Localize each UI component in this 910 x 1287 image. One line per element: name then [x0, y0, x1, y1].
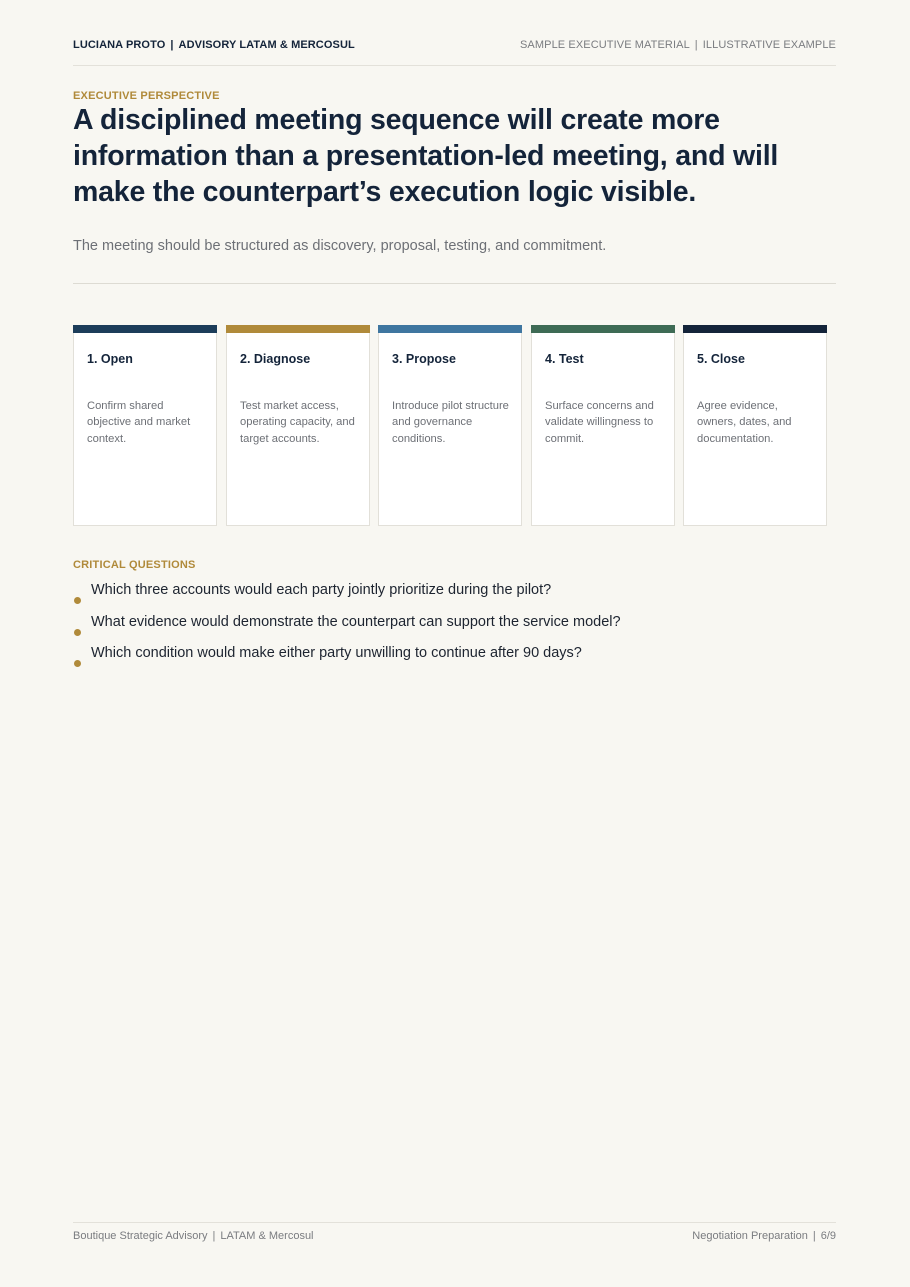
header-author: LUCIANA PROTO: [73, 39, 166, 51]
step-card-test: [531, 325, 675, 526]
footer-left: [73, 1230, 314, 1242]
bullet-dot-icon: [74, 660, 81, 667]
section-divider: [73, 283, 836, 284]
step-description: Test market access, operating capacity, and target accounts.: [240, 400, 355, 445]
header-material: SAMPLE EXECUTIVE MATERIAL: [520, 39, 690, 51]
step-color-bar: [73, 325, 217, 333]
footer-document: Negotiation Preparation: [692, 1230, 808, 1242]
bullet-dot-icon: [74, 597, 81, 604]
meeting-sequence: [73, 325, 836, 526]
list-item: [73, 582, 836, 614]
step-title: 3. Propose: [392, 352, 456, 366]
footer-separator: |: [212, 1230, 216, 1242]
header-practice: ADVISORY LATAM & MERCOSUL: [178, 39, 355, 51]
header-separator: |: [170, 39, 174, 51]
step-description: Surface concerns and validate willingness to commit.: [545, 400, 654, 445]
list-item: [73, 614, 836, 646]
page-number: 6/9: [820, 1230, 836, 1242]
section-eyebrow: EXECUTIVE PERSPECTIVE: [73, 90, 220, 102]
footer-separator: |: [812, 1230, 816, 1242]
footer-right: [692, 1230, 836, 1242]
step-color-bar: [378, 325, 522, 333]
step-title: 2. Diagnose: [240, 352, 311, 366]
step-title: 5. Close: [697, 352, 745, 366]
questions-heading: CRITICAL QUESTIONS: [73, 559, 196, 571]
question-text: Which condition would make either party unwilling to continue after 90 days?: [91, 645, 582, 661]
header-right: [520, 39, 836, 51]
header-separator: |: [694, 39, 698, 51]
page-header: [73, 39, 836, 66]
step-card-open: [73, 325, 217, 526]
step-title: 1. Open: [87, 352, 133, 366]
step-card-diagnose: [226, 325, 370, 526]
header-note: ILLUSTRATIVE EXAMPLE: [702, 39, 836, 51]
page: [73, 0, 836, 1287]
footer-region: LATAM & Mercosul: [220, 1230, 314, 1242]
step-color-bar: [683, 325, 827, 333]
step-description: Confirm shared objective and market context.: [87, 400, 191, 445]
step-card-close: [683, 325, 827, 526]
list-item: [73, 645, 836, 677]
page-footer: [73, 1222, 836, 1242]
bullet-dot-icon: [74, 629, 81, 636]
questions-list: [73, 582, 836, 677]
step-description: Agree evidence, owners, dates, and documentation.: [697, 400, 792, 445]
footer-firm: Boutique Strategic Advisory: [73, 1230, 208, 1242]
step-description: Introduce pilot structure and governance conditions.: [392, 400, 509, 445]
page-subtitle: The meeting should be structured as discovery, proposal, testing, and commitment.: [73, 238, 607, 254]
step-card-propose: [378, 325, 522, 526]
question-text: Which three accounts would each party jointly prioritize during the pilot?: [91, 582, 552, 598]
step-title: 4. Test: [545, 352, 584, 366]
header-left: [73, 39, 355, 51]
step-color-bar: [226, 325, 370, 333]
page-headline: A disciplined meeting sequence will create more information than a presentation-led meeting, and will make the counterpart’s execution logic visible.: [73, 104, 779, 208]
question-text: What evidence would demonstrate the counterpart can support the service model?: [91, 613, 621, 630]
step-color-bar: [531, 325, 675, 333]
